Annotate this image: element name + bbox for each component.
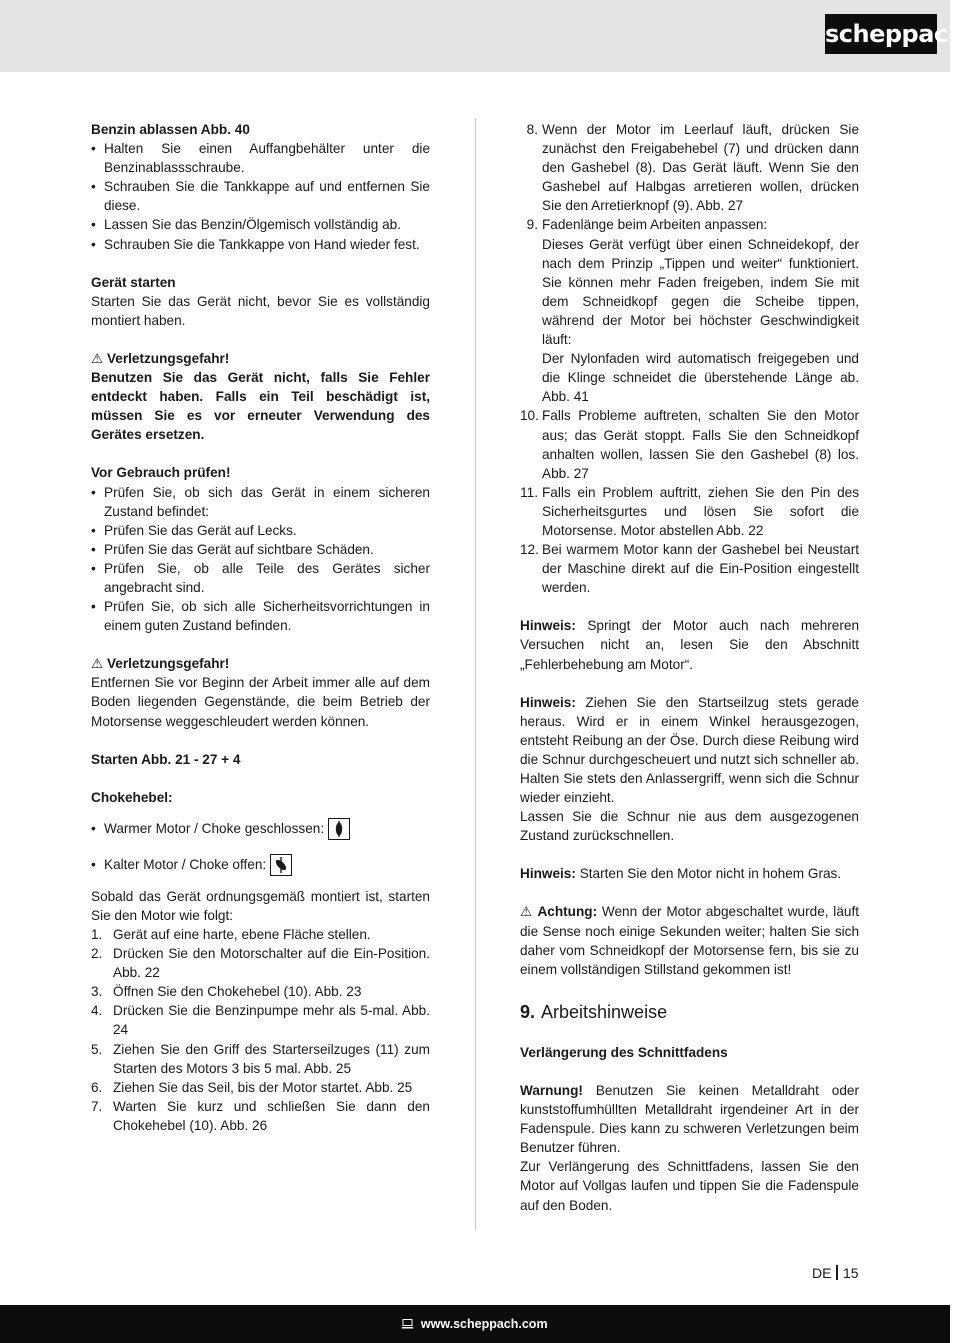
list-item: 7. Warten Sie kurz und schließen Sie dann den Chokehebel (10). Abb. 26	[91, 1098, 430, 1133]
drain-list	[91, 139, 430, 254]
choke-warm-label: Warmer Motor / Choke geschlossen:	[104, 821, 325, 837]
choke-warm-row: • Warmer Motor / Choke geschlossen:	[91, 815, 430, 843]
column-divider	[475, 118, 476, 1230]
list-item: 9. Fadenlänge beim Arbeiten anpassen: Dieses Gerät verfügt über einen Schneidekopf, der nach dem Prinzip „Tippen und weiter“ funktioniert. Sie können mehr Faden freigeben, indem Sie mit dem Schneidkopf gegen die Scheibe tippen, während der Motor bei höchster Geschwindigkeit läuft: Der Nylonfaden wird automatisch freigegeben und die Klinge schneidet die überstehende Länge ab. Abb. 41	[526, 217, 859, 405]
check-list	[91, 483, 430, 636]
list-item: • Halten Sie einen Auffangbehälter unter die Benzinablassschraube.	[91, 139, 430, 177]
subsection-title: Verlängerung des Schnittfadens	[520, 1044, 728, 1060]
list-item: • Prüfen Sie, ob sich alle Sicherheitsvorrichtungen in einem guten Zustand befinden.	[91, 597, 430, 635]
right-column	[520, 120, 859, 1215]
warning-note: Warnung! Benutzen Sie keinen Metalldraht oder kunststoffumhüllten Metalldraht irgendeiner Art in der Fadenspule. Dies kann zu schweren Verletzungen beim Benutzer führen.	[520, 1082, 859, 1156]
note-1: Hinweis: Springt der Motor auch nach mehreren Versuchen nicht an, lesen Sie den Abschnitt „Fehlerbehebung am Motor“.	[520, 618, 860, 672]
list-item: 5. Ziehen Sie den Griff des Starterseilzuges (11) zum Starten des Motors 3 bis 5 mal. Abb. 25	[91, 1041, 430, 1076]
warning-text: Entfernen Sie vor Beginn der Arbeit immer alle auf dem Boden liegenden Gegenstände, die beim Betrieb der Motorsense weggeschleudert werden können.	[91, 675, 430, 729]
list-item: • Lassen Sie das Benzin/Ölgemisch vollständig ab.	[91, 215, 430, 234]
warning-heading: ⚠ Verletzungsgefahr!	[91, 350, 230, 366]
note-2b: Lassen Sie die Schnur nie aus dem ausgezogenen Zustand zurückschnellen.	[520, 809, 859, 844]
choke-open-icon	[270, 854, 292, 876]
header-band	[0, 0, 950, 72]
choke-title: Chokehebel:	[91, 789, 173, 805]
drain-title: Benzin ablassen Abb. 40	[91, 122, 250, 137]
warning-heading: ⚠ Verletzungsgefahr!	[91, 656, 230, 672]
list-item: • Schrauben Sie die Tankkappe von Hand wieder fest.	[91, 235, 430, 254]
page-number: DE 15	[812, 1265, 859, 1281]
note-3: Hinweis: Starten Sie den Motor nicht in hohem Gras.	[520, 866, 842, 882]
warning-text: Benutzen Sie das Gerät nicht, falls Sie Fehler entdeckt haben. Falls ein Teil beschädigt ist, müssen Sie es vor erneuter Verwendung des Gerätes ersetzen.	[91, 370, 430, 443]
list-item: • Prüfen Sie das Gerät auf Lecks.	[91, 521, 430, 540]
website-link[interactable]: www.scheppach.com	[420, 1317, 548, 1331]
list-item: 12. Bei warmem Motor kann der Gashebel bei Neustart der Maschine direkt auf die Ein-Position eingestellt werden.	[520, 542, 859, 596]
attention-note: ⚠ Achtung: Wenn der Motor abgeschaltet wurde, läuft die Sense noch einige Sekunden weiter; halten Sie sich daher vom Schneidkopf der Motorsense fern, bis sie zu einem vollständigen Stillstand gekommen ist!	[520, 904, 859, 977]
start-intro: Sobald das Gerät ordnungsgemäß montiert ist, starten Sie den Motor wie folgt:	[91, 888, 430, 923]
section-heading: 9. Arbeitshinweise	[520, 1001, 668, 1022]
list-item: 3. Öffnen Sie den Chokehebel (10). Abb. 23	[91, 984, 362, 1000]
brand-logo: scheppach	[825, 14, 937, 54]
computer-icon	[402, 1305, 413, 1343]
list-item: • Prüfen Sie, ob sich das Gerät in einem sicheren Zustand befindet:	[91, 483, 430, 521]
list-item: 4. Drücken Sie die Benzinpumpe mehr als 5-mal. Abb. 24	[91, 1003, 430, 1038]
starting-title: Starten Abb. 21 - 27 + 4	[91, 751, 241, 767]
list-item: • Schrauben Sie die Tankkappe auf und entfernen Sie diese.	[91, 177, 430, 215]
list-item: 2. Drücken Sie den Motorschalter auf die Ein-Position. Abb. 22	[91, 946, 430, 981]
list-item: 1. Gerät auf eine harte, ebene Fläche stellen.	[91, 927, 371, 942]
note-2: Hinweis: Ziehen Sie den Startseilzug stets gerade heraus. Wird er in einem Winkel herausgezogen, entsteht Reibung an der Öse. Durch diese Reibung wird die Schnur durchgescheuert und nutzt sich schneller ab. Halten Sie stets den Anlassergriff, wenn sich die Schnur wieder einzieht.	[520, 694, 859, 806]
extend-text: Zur Verlängerung des Schnittfadens, lassen Sie den Motor auf Vollgas laufen und tippen Sie die Fadenspule auf den Boden.	[520, 1159, 859, 1213]
choke-closed-icon	[328, 818, 350, 840]
start-text: Starten Sie das Gerät nicht, bevor Sie es vollständig montiert haben.	[91, 293, 430, 328]
list-item: 8. Wenn der Motor im Leerlauf läuft, drücken Sie zunächst den Freigabehebel (7) und drücken dann den Gashebel (8). Das Gerät läuft. Wenn Sie den Gashebel auf Halbgas arretieren wollen, drücken Sie den Arretierknopf (9). Abb. 27	[526, 122, 859, 214]
list-item: • Prüfen Sie das Gerät auf sichtbare Schäden.	[91, 540, 430, 559]
start-steps-continued	[520, 120, 859, 597]
start-title: Gerät starten	[91, 274, 176, 290]
choke-cold-row: • Kalter Motor / Choke offen:	[91, 851, 430, 879]
list-item: 10. Falls Probleme auftreten, schalten Sie den Motor aus; das Gerät stoppt. Falls Sie den Schneidkopf anhalten wollen, lassen Sie den Gashebel (8) los. Abb. 27	[520, 408, 859, 481]
left-column	[91, 120, 430, 1135]
list-item: • Prüfen Sie, ob alle Teile des Gerätes sicher angebracht sind.	[91, 559, 430, 597]
list-item: 11. Falls ein Problem auftritt, ziehen Sie den Pin des Sicherheitsgurtes und lösen Sie sofort die Motorsense. Motor abstellen Abb. 22	[520, 484, 859, 538]
check-title: Vor Gebrauch prüfen!	[91, 465, 231, 481]
list-item: 6. Ziehen Sie das Seil, bis der Motor startet. Abb. 25	[91, 1079, 413, 1095]
choke-cold-label: Kalter Motor / Choke offen:	[104, 857, 267, 873]
start-steps	[91, 925, 430, 1135]
footer-bar	[0, 1305, 950, 1343]
